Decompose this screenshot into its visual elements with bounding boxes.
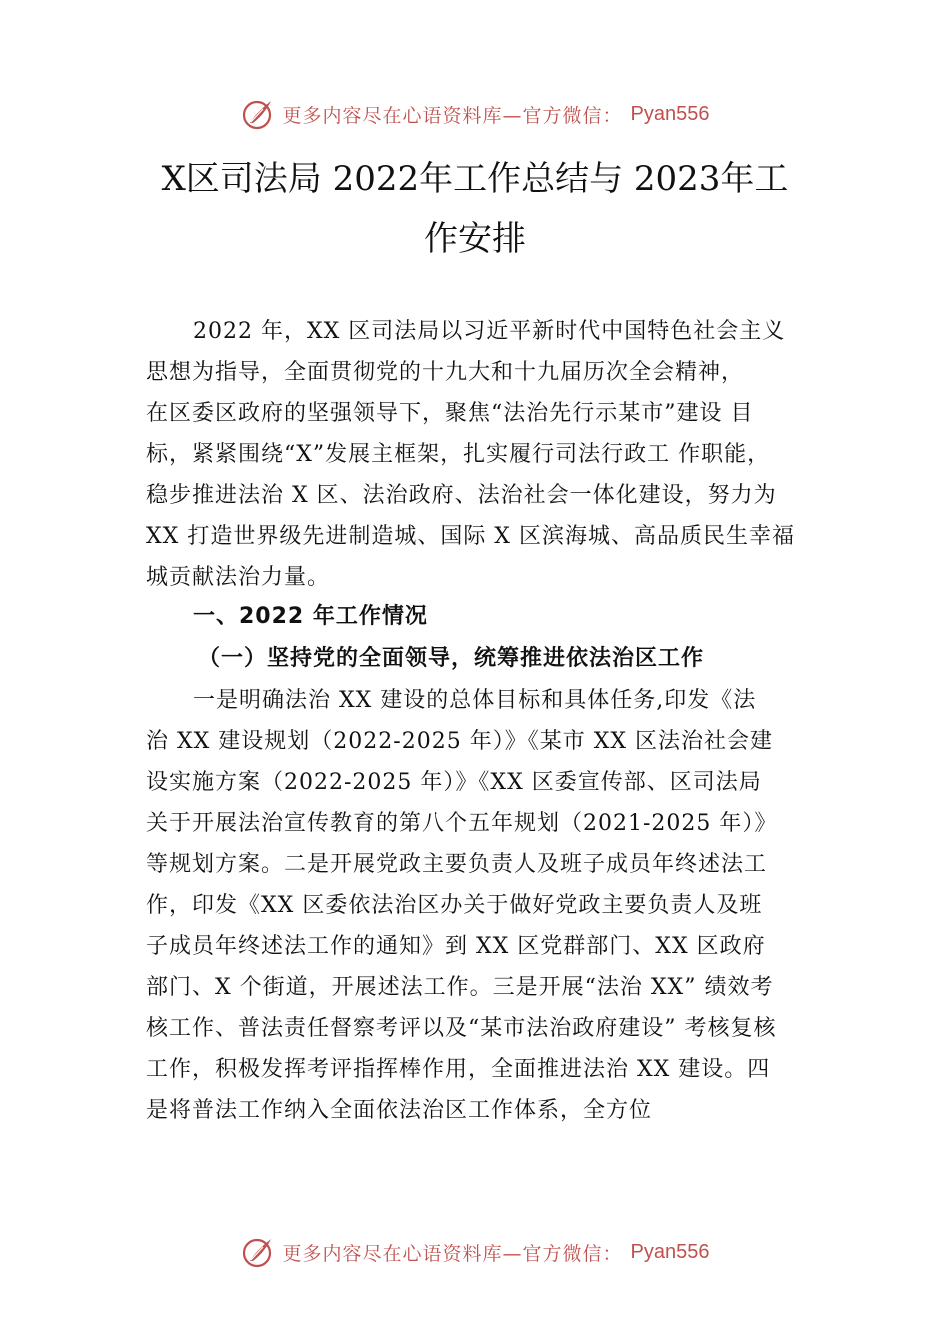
paragraph-line: 在区委区政府的坚强领导下，聚焦“法治先行示某市”建设 目 xyxy=(146,401,754,426)
quill-logo-icon xyxy=(241,97,275,131)
paragraph-line: 关于开展法治宣传教育的第八个五年规划（2021-2025 年）》 xyxy=(146,811,778,836)
paragraph-line: 设实施方案（2022-2025 年）》《XX 区委宣传部、区司法局 xyxy=(146,770,762,795)
paragraph-line: 核工作、普法责任督察考评以及“某市法治政府建设” 考核复核 xyxy=(146,1016,777,1041)
wechat-id: Pyan556 xyxy=(630,1240,710,1263)
quill-logo-icon xyxy=(241,1235,275,1269)
paragraph-line: 治 XX 建设规划（2022-2025 年）》《某市 XX 区法治社会建 xyxy=(146,729,774,754)
watermark-text: 更多内容尽在心语资料库—官方微信： xyxy=(282,1242,623,1265)
paragraph-line: 作，印发《XX 区委依法治区办关于做好党政主要负责人及班 xyxy=(146,893,763,918)
paragraph-line: 工作，积极发挥考评指挥棒作用，全面推进法治 XX 建设。四 xyxy=(146,1057,771,1082)
document-title-line-1: X区司法局 2022年工作总结与 2023年工 xyxy=(161,159,789,199)
subsection-heading: （一）坚持党的全面领导，统筹推进依法治区工作 xyxy=(198,645,705,671)
wechat-id: Pyan556 xyxy=(630,102,710,125)
watermark-text: 更多内容尽在心语资料库—官方微信： xyxy=(282,104,623,127)
watermark-banner-top xyxy=(0,94,950,134)
paragraph-line: 部门、X 个街道，开展述法工作。三是开展“法治 XX” 绩效考 xyxy=(146,975,774,1000)
paragraph-line: XX 打造世界级先进制造城、国际 X 区滨海城、高品质民生幸福 xyxy=(146,524,795,549)
paragraph-line: 子成员年终述法工作的通知》到 XX 区党群部门、XX 区政府 xyxy=(146,934,766,959)
paragraph-line: 标，紧紧围绕“X”发展主框架，扎实履行司法行政工 作职能， xyxy=(146,442,771,467)
paragraph-line: 城贡献法治力量。 xyxy=(146,565,331,590)
paragraph-line: 2022 年，XX 区司法局以习近平新时代中国特色社会主义 xyxy=(193,319,786,344)
section-heading: 一、2022 年工作情况 xyxy=(193,604,428,629)
watermark-banner-bottom xyxy=(0,1232,950,1272)
paragraph-line: 一是明确法治 XX 建设的总体目标和具体任务,印发《法 xyxy=(193,688,757,713)
paragraph-line: 思想为指导，全面贯彻党的十九大和十九届历次全会精神， xyxy=(146,360,745,385)
paragraph-line: 是将普法工作纳入全面依法治区工作体系，全方位 xyxy=(146,1098,653,1123)
document-title-line-2: 作安排 xyxy=(424,219,526,259)
paragraph-line: 稳步推进法治 X 区、法治政府、法治社会一体化建设，努力为 xyxy=(146,483,777,508)
paragraph-line: 等规划方案。二是开展党政主要负责人及班子成员年终述法工 xyxy=(146,852,768,877)
